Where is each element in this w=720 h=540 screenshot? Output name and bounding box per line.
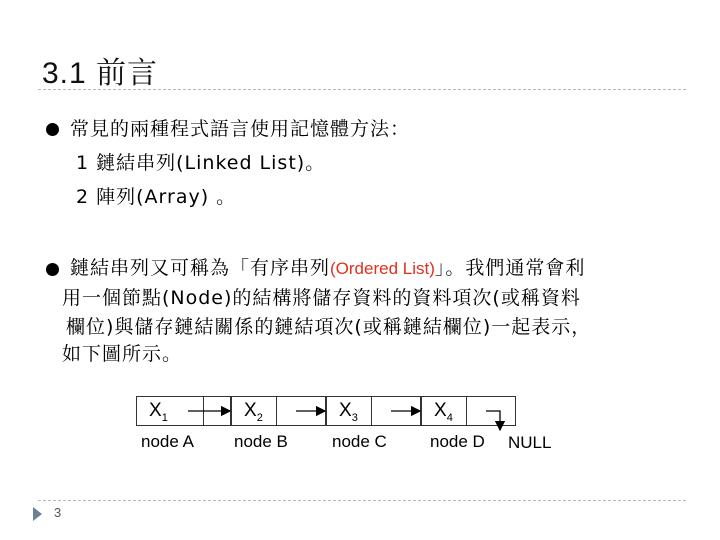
page-number: 3 [54, 505, 62, 520]
text-run: 欄位)與儲存鏈結關係的鏈結項次(或稱鏈結欄位)一起表示， [66, 316, 592, 338]
null-label: NULL [508, 433, 552, 452]
bullet-dot [46, 263, 59, 276]
node-var: X [149, 400, 162, 421]
bullet-2-line-1 [70, 257, 585, 280]
list-node [326, 396, 421, 426]
node-var: X [339, 400, 352, 421]
field-separator [203, 397, 204, 425]
bullet-2-line-4 [62, 343, 182, 365]
slide-title: 3.1 前言 [42, 57, 159, 90]
footer-divider [38, 500, 686, 501]
data-field [339, 400, 358, 424]
node-sub: 4 [446, 411, 453, 424]
ordered-list-term: (Ordered List) [330, 259, 435, 278]
data-field [434, 400, 453, 424]
list-node [421, 396, 516, 426]
bullet-1-line-2 [76, 152, 325, 174]
field-separator [371, 397, 372, 425]
text-run: 1 鏈結串列(Linked List)。 [76, 152, 326, 174]
text-run: 常見的兩種程式語言使用記憶體方法： [70, 118, 411, 140]
bullet-2-line-3 [66, 316, 591, 338]
node-var: X [244, 400, 257, 421]
text-run: 用一個節點(Node)的結構將儲存資料的資料項次(或稱資料 [62, 287, 581, 309]
node-var: X [434, 400, 447, 421]
data-field [244, 400, 263, 424]
data-field [149, 400, 168, 424]
node-sub: 2 [256, 411, 263, 424]
bullet-dot [46, 123, 59, 136]
node-caption: node B [234, 432, 288, 451]
text-run: 如下圖所示。 [62, 343, 183, 365]
node-caption: node D [430, 432, 485, 451]
footer-arrow-icon [33, 507, 42, 521]
list-node [136, 396, 231, 426]
text-run: 」。我們通常會利 [434, 257, 586, 279]
field-separator [466, 397, 467, 425]
text-run: 鏈結串列又可稱為「有序串列 [70, 257, 331, 279]
field-separator [276, 397, 277, 425]
text-run: 2 陣列(Array) 。 [76, 186, 237, 208]
node-sub: 1 [161, 411, 168, 424]
node-caption: node A [141, 432, 194, 451]
bullet-1-line-3 [76, 186, 236, 208]
list-node [231, 396, 326, 426]
bullet-1-line-1 [70, 118, 410, 140]
node-caption: node C [332, 432, 387, 451]
title-divider [38, 89, 686, 90]
bullet-2-line-2 [62, 287, 581, 309]
node-sub: 3 [351, 411, 358, 424]
